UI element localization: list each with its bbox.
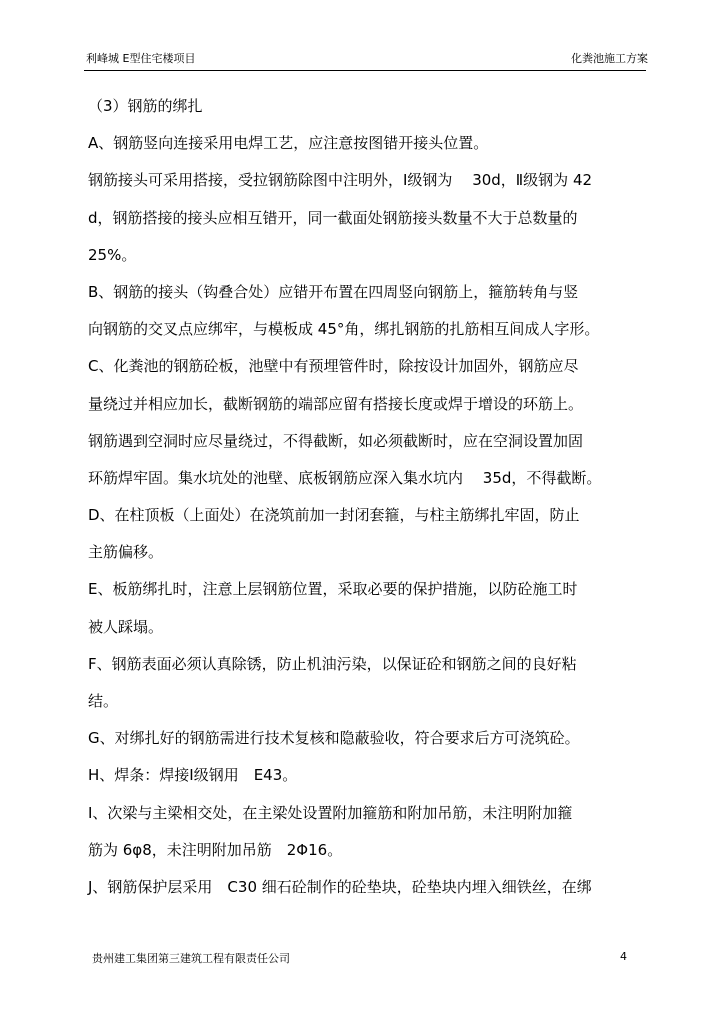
paragraph-line: D、在柱顶板（上面处）在浇筑前加一封闭套箍，与柱主筋绑扎牢固，防止: [88, 506, 580, 525]
paragraph-line: I、次梁与主梁相交处，在主梁处设置附加箍筋和附加吊筋，未注明附加箍: [88, 803, 573, 822]
paragraph-line: 主筋偏移。: [88, 543, 164, 562]
paragraph-line: d，钢筋搭接的接头应相互错开，同一截面处钢筋接头数量不大于总数量的: [88, 208, 578, 227]
paragraph-line: 被人踩塌。: [88, 617, 164, 636]
paragraph-line: J、钢筋保护层采用 C30 细石砼制作的砼垫块，砼垫块内埋入细铁丝，在绑: [88, 877, 592, 896]
paragraph-line: B、钢筋的接头（钩叠合处）应错开布置在四周竖向钢筋上，箍筋转角与竖: [88, 282, 579, 301]
paragraph-line: A、钢筋竖向连接采用电焊工艺，应注意按图错开接头位置。: [88, 134, 489, 153]
paragraph-line: 环筋焊牢固。集水坑处的池壁、底板钢筋应深入集水坑内 35d，不得截断。: [88, 468, 602, 487]
paragraph-line: 钢筋接头可采用搭接，受拉钢筋除图中注明外，Ⅰ级钢为 30d，Ⅱ级钢为 42: [88, 171, 593, 190]
paragraph-line: E、板筋绑扎时，注意上层钢筋位置，采取必要的保护措施，以防砼施工时: [88, 580, 578, 599]
paragraph-line: 量绕过并相应加长，截断钢筋的端部应留有搭接长度或焊于增设的环筋上。: [88, 394, 584, 413]
paragraph-line: 向钢筋的交叉点应绑牢，与模板成 45°角，绑扎钢筋的扎筋相互间成人字形。: [88, 320, 600, 339]
header-project-title: 利峰城 E型住宅楼项目: [86, 52, 196, 65]
paragraph-line: 结。: [88, 692, 119, 710]
paragraph-line: G、对绑扎好的钢筋需进行技术复核和隐蔽验收，符合要求后方可浇筑砼。: [88, 729, 580, 748]
paragraph-line: 钢筋遇到空洞时应尽量绕过，不得截断，如必须截断时，应在空洞设置加固: [88, 431, 584, 450]
paragraph-line: H、焊条：焊接Ⅰ级钢用 E43。: [88, 766, 298, 785]
footer-company: 贵州建工集团第三建筑工程有限责任公司: [92, 952, 290, 965]
paragraph-line: F、钢筋表面必须认真除锈，防止机油污染，以保证砼和钢筋之间的良好粘: [88, 654, 577, 673]
document-body: [88, 88, 658, 906]
paragraph-line: C、化粪池的钢筋砼板，池壁中有预埋管件时，除按设计加固外，钢筋应尽: [88, 357, 579, 376]
header-section-title: 化粪池施工方案: [571, 52, 648, 65]
section-heading: （3）钢筋的绑扎: [88, 97, 203, 115]
paragraph-line: 筋为 6φ8，未注明附加吊筋 2Φ16。: [88, 840, 343, 859]
header-divider: [84, 70, 646, 71]
paragraph-line: 25%。: [88, 245, 137, 264]
page-number: 4: [620, 950, 627, 963]
